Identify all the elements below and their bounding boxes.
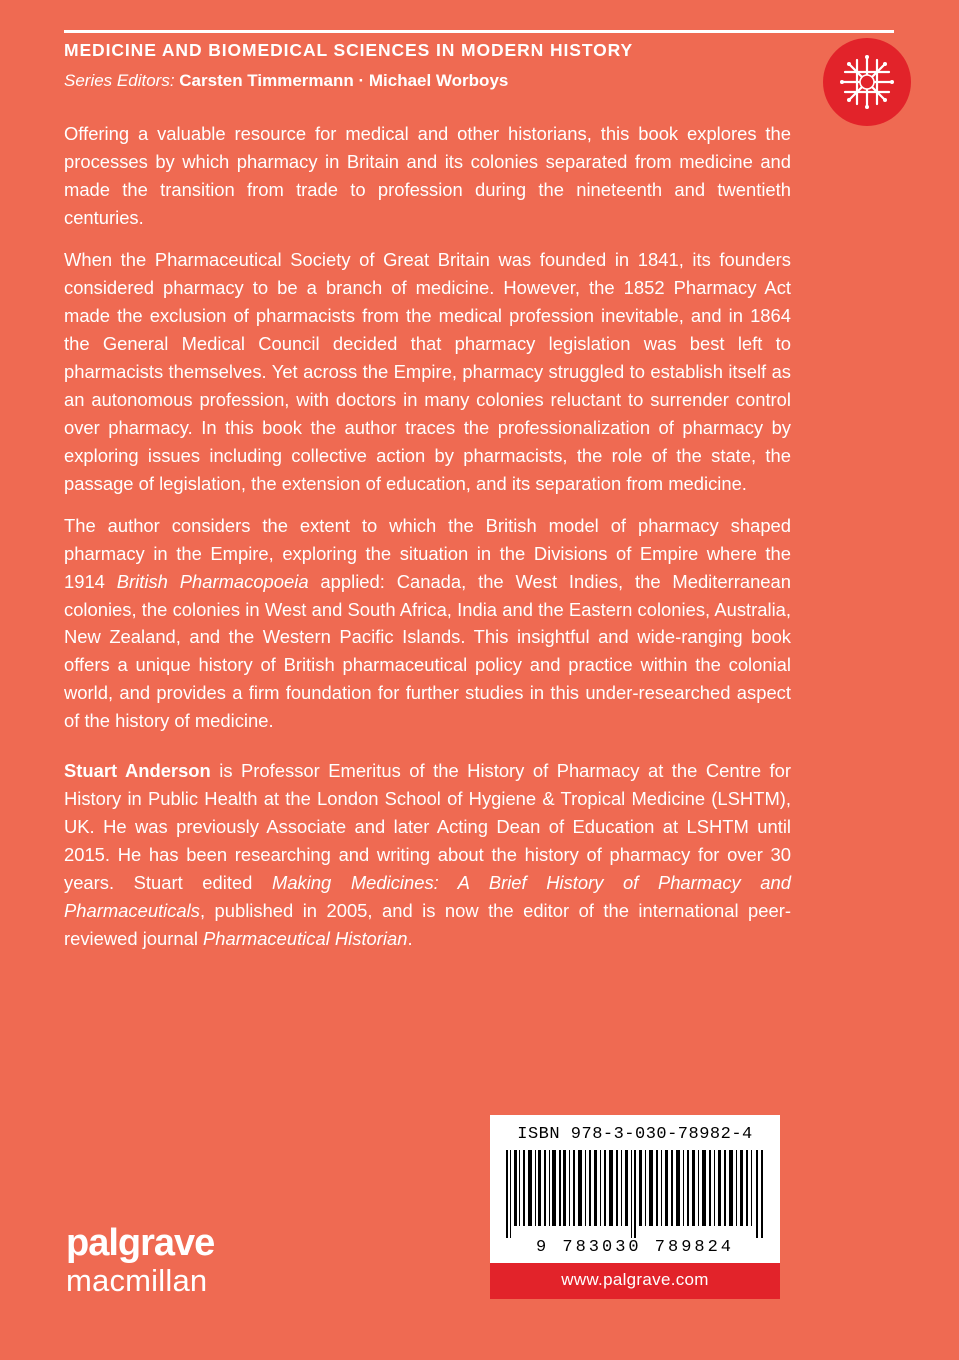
palgrave-badge [823, 38, 911, 126]
header-divider [64, 30, 894, 33]
author-name: Stuart Anderson [64, 760, 211, 782]
blurb-p3-italic: British Pharmacopoeia [116, 570, 309, 592]
series-editors-label: Series Editors: [64, 71, 175, 90]
publisher-logo [66, 1221, 215, 1299]
blurb-p3-text-1: The author considers the extent to which the British model of pharmacy shaped pharmacy in the Empire, exploring the situation in the Divisions of Empire where the 1914 [64, 514, 791, 592]
publisher-name-line1: palgrave [66, 1221, 215, 1264]
series-title: MEDICINE AND BIOMEDICAL SCIENCES IN MODERN HISTORY [64, 40, 634, 60]
publisher-website[interactable]: www.palgrave.com [490, 1263, 780, 1299]
blurb-paragraph-2: When the Pharmaceutical Society of Great Britain was founded in 1841, its founders considered pharmacy to be a branch of medicine. However, the 1852 Pharmacy Act made the exclusion of pharmacists from the medical profession inevitable, and in 1864 the General Medical Council decided that pharmacy legislation was best left to pharmacists themselves. Yet across the Empire, pharmacy struggled to establish itself as an autonomous profession, with doctors in many colonies reluctant to surrender control over pharmacy. In this book the author traces the professionalization of pharmacy by exploring issues including collective action by pharmacists, the role of the state, the passage of legislation, the extension of education, and its separation from medicine. [64, 248, 791, 494]
blurb-paragraph-1: Offering a valuable resource for medical and other historians, this book explores the processes by which pharmacy in Britain and its colonies separated from medicine and made the transition from trade to profession during the nineteenth and twentieth centuries. [64, 123, 791, 228]
bio-text-1: is Professor Emeritus of the History of Pharmacy at the Centre for History in Public Health at the London School of Hygiene & Tropical Medicine (LSHTM), UK. He was previously Associate and later Acting Dean of Education at LSHTM until 2015. He has been researching and writing about the history of pharmacy for over 30 years. Stuart edited [64, 760, 791, 894]
series-editors [64, 70, 764, 92]
blurb-paragraph-3 [64, 512, 791, 736]
isbn-number: ISBN 978-3-030-78982-4 [517, 1125, 753, 1144]
barcode-digits: 9 783030 789824 [535, 1238, 735, 1257]
bio-italic-2: Pharmaceutical Historian [203, 928, 408, 950]
author-bio [64, 757, 791, 953]
bio-text-2: , published in 2005, and is now the editor of the international peer-reviewed journal [64, 900, 791, 950]
series-editors-names: Carsten Timmermann · Michael Worboys [179, 71, 509, 90]
palgrave-torch-icon [835, 50, 899, 114]
isbn-barcode-block [490, 1115, 780, 1299]
bio-text-3: . [407, 928, 413, 950]
book-description [64, 120, 791, 953]
bio-italic-1: Making Medicines: A Brief History of Pharmacy and Pharmaceuticals [64, 872, 791, 922]
blurb-p3-text-2: applied: Canada, the West Indies, the Mediterranean colonies, the colonies in West and South Africa, India and the Eastern colonies, Australia, New Zealand, and the Western Pacific Islands. This insightful and wide-ranging book offers a unique history of British pharmaceutical policy and practice within the colonial world, and provides a firm foundation for further studies in this under-researched aspect of the history of medicine. [64, 570, 791, 732]
barcode-image [504, 1150, 766, 1238]
publisher-name-line2: macmillan [66, 1263, 208, 1299]
